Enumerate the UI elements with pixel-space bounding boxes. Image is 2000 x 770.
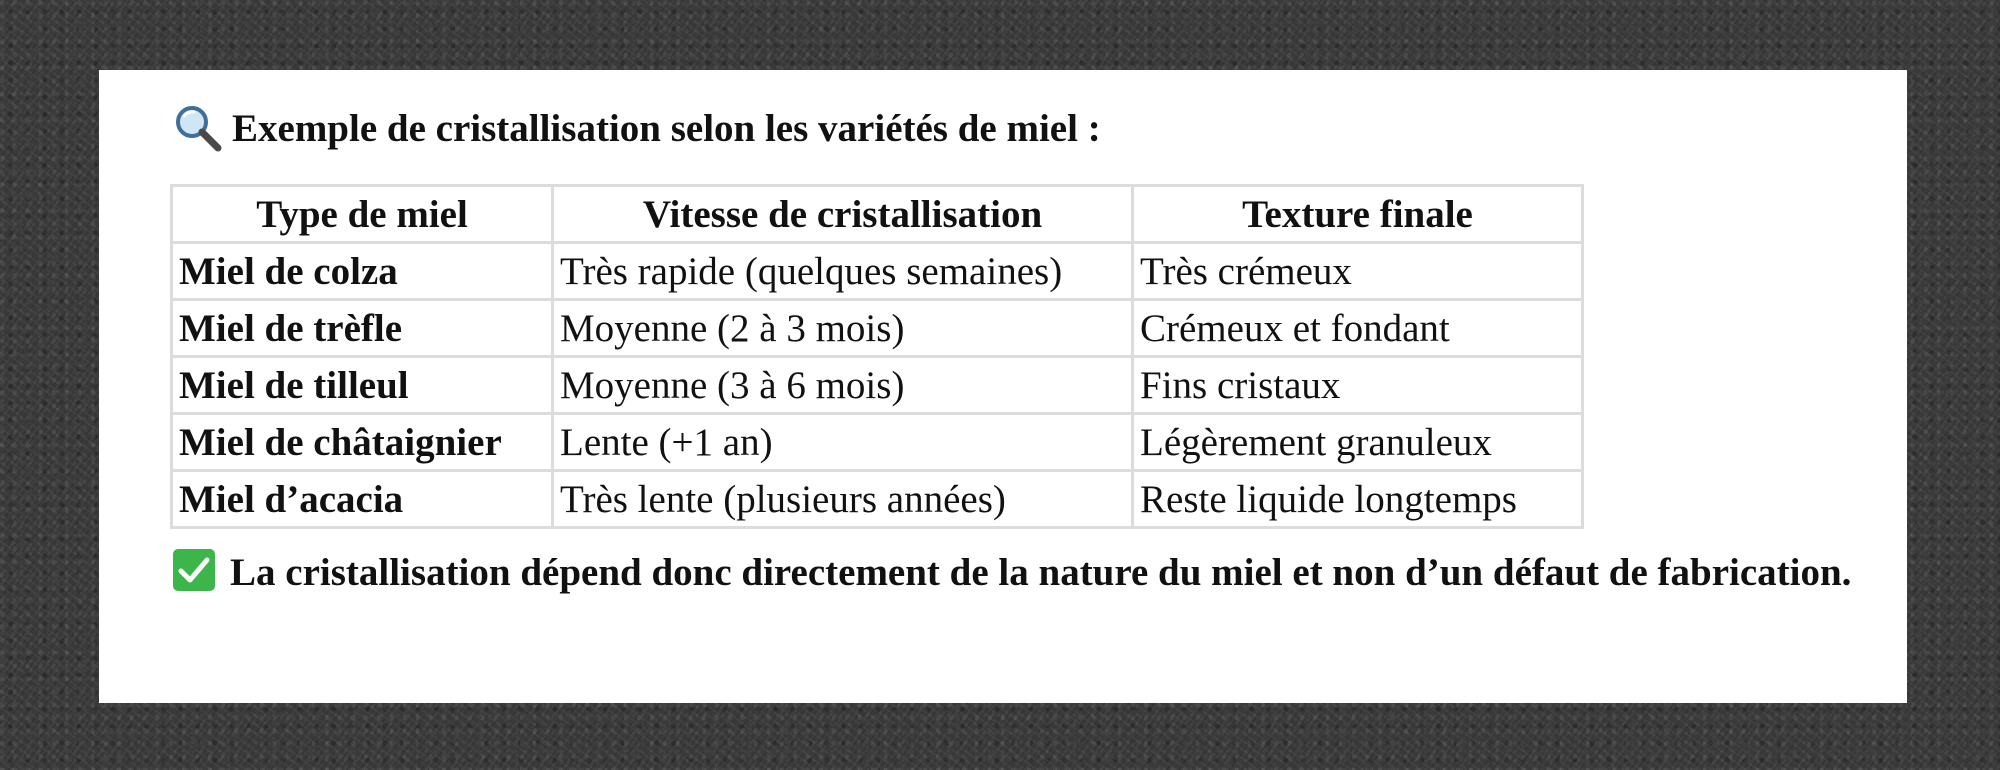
texture-cell: Légèrement granuleux <box>1133 414 1583 471</box>
honey-type-cell: Miel de trèfle <box>172 300 553 357</box>
texture-cell: Fins cristaux <box>1133 357 1583 414</box>
texture-cell: Très crémeux <box>1133 243 1583 300</box>
check-mark-icon <box>172 548 216 592</box>
conclusion-paragraph <box>172 542 1872 604</box>
table-row <box>172 471 1583 528</box>
speed-cell: Moyenne (2 à 3 mois) <box>553 300 1133 357</box>
speed-cell: Lente (+1 an) <box>553 414 1133 471</box>
speed-cell: Moyenne (3 à 6 mois) <box>553 357 1133 414</box>
texture-cell: Reste liquide longtemps <box>1133 471 1583 528</box>
texture-cell: Crémeux et fondant <box>1133 300 1583 357</box>
conclusion-text: La cristallisation dépend donc directement de la nature du miel et non d’un défaut de fabrication. <box>230 551 1852 594</box>
header-type: Type de miel <box>172 186 553 243</box>
section-heading-text: Exemple de cristallisation selon les variétés de miel : <box>232 106 1101 150</box>
table-row <box>172 414 1583 471</box>
honey-type-cell: Miel de tilleul <box>172 357 553 414</box>
honey-crystallization-table <box>170 184 1584 529</box>
table-row <box>172 357 1583 414</box>
section-heading <box>172 98 1101 158</box>
honey-type-cell: Miel de châtaignier <box>172 414 553 471</box>
header-speed: Vitesse de cristallisation <box>553 186 1133 243</box>
table-row <box>172 243 1583 300</box>
honey-type-cell: Miel d’acacia <box>172 471 553 528</box>
table-header-row <box>172 186 1583 243</box>
header-texture: Texture finale <box>1133 186 1583 243</box>
table-row <box>172 300 1583 357</box>
speed-cell: Très lente (plusieurs années) <box>553 471 1133 528</box>
magnifier-icon <box>172 104 228 152</box>
honey-type-cell: Miel de colza <box>172 243 553 300</box>
speed-cell: Très rapide (quelques semaines) <box>553 243 1133 300</box>
